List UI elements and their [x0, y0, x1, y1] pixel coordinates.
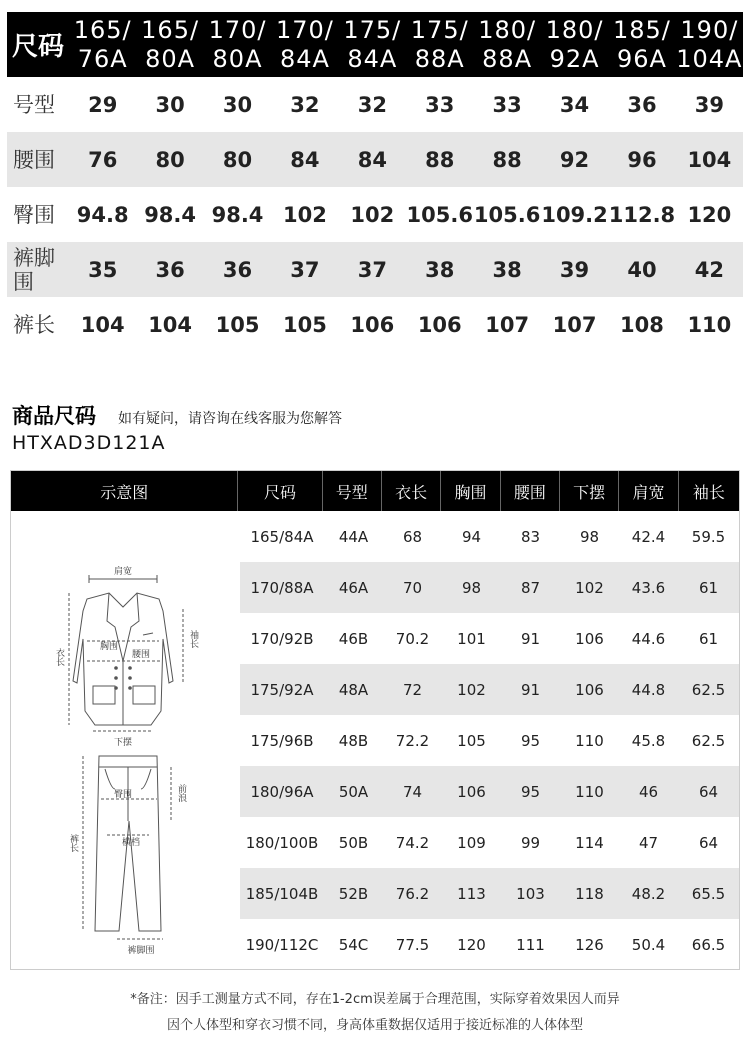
column-header: 袖长	[692, 482, 725, 502]
table-cell: 50.4	[631, 935, 666, 954]
jacket-table-row	[240, 511, 739, 562]
table-cell: 126	[575, 935, 604, 954]
table-cell: 185/104B	[245, 884, 319, 903]
table-cell: 37	[290, 257, 320, 282]
table-cell: 42.4	[631, 527, 666, 546]
table-cell: 80	[222, 147, 253, 172]
pants-table-row	[7, 77, 743, 132]
table-cell: 106	[417, 312, 462, 337]
label-shoulder: 肩宽	[113, 567, 133, 577]
table-cell: 33	[425, 92, 455, 117]
table-cell: 109	[457, 833, 486, 852]
table-cell: 98.4	[211, 202, 264, 227]
size-header-cell	[136, 12, 203, 77]
table-cell: 48B	[338, 731, 369, 750]
table-cell: 175/92A	[250, 680, 314, 699]
table-cell: 68	[402, 527, 423, 546]
table-cell: 99	[520, 833, 541, 852]
row-label: 号型	[13, 92, 55, 117]
size-header-part: 80A	[145, 44, 196, 73]
table-cell: 65.5	[691, 884, 726, 903]
pants-table-row	[7, 132, 743, 187]
table-cell: 59.5	[691, 527, 726, 546]
label-waist: 腰围	[131, 650, 151, 660]
jacket-table-row	[240, 919, 739, 970]
note-line-1: *备注：因手工测量方式不同，存在1-2cm误差属于合理范围，实际穿着效果因人而异	[130, 992, 620, 1007]
jacket-table-row	[240, 715, 739, 766]
table-cell: 180/96A	[250, 782, 314, 801]
table-cell: 104	[80, 312, 125, 337]
table-cell: 103	[516, 884, 545, 903]
table-cell: 30	[222, 92, 253, 117]
size-header-cell	[271, 12, 338, 77]
size-header-cell	[406, 12, 473, 77]
table-cell: 77.5	[395, 935, 430, 954]
size-header-part: 92A	[549, 44, 600, 73]
table-cell: 105	[457, 731, 486, 750]
table-cell: 45.8	[631, 731, 666, 750]
column-header: 示意图	[11, 471, 238, 511]
table-cell: 91	[520, 629, 541, 648]
size-header-part: 80A	[212, 44, 263, 73]
note-line-2: 因个人体型和穿衣习惯不同，身高体重数据仅适用于接近标准的人体体型	[166, 1018, 583, 1033]
table-cell: 106	[575, 629, 604, 648]
table-cell: 29	[88, 92, 118, 117]
column-header: 下摆	[560, 471, 619, 511]
size-header-part: 185/	[613, 15, 671, 44]
table-cell: 92	[559, 147, 590, 172]
table-cell: 44.6	[631, 629, 666, 648]
table-cell: 113	[457, 884, 486, 903]
label-front-rise: 前浪	[176, 784, 186, 802]
table-cell: 98	[461, 578, 482, 597]
table-cell: 70.2	[395, 629, 430, 648]
size-header-cell	[676, 12, 743, 77]
jacket-table-row	[240, 817, 739, 868]
label-hip: 臀围	[113, 790, 133, 800]
size-header-part: 88A	[414, 44, 465, 73]
jacket-size-table	[10, 470, 740, 970]
table-cell: 101	[457, 629, 486, 648]
table-cell: 39	[694, 92, 724, 117]
table-cell: 88	[425, 147, 455, 172]
section-subtitle: 如有疑问，请咨询在线客服为您解答	[118, 411, 342, 427]
column-header: 肩宽	[619, 471, 678, 511]
table-cell: 109.2	[541, 202, 608, 227]
table-cell: 64	[698, 833, 719, 852]
table-cell: 95	[520, 782, 541, 801]
size-header-part: 170/	[208, 15, 267, 44]
table-cell: 95	[520, 731, 541, 750]
row-label: 裤长	[13, 312, 55, 337]
product-code: HTXAD3D121A	[12, 432, 166, 454]
size-header-part: 180/	[478, 15, 537, 44]
table-cell: 37	[357, 257, 387, 282]
size-header-cell	[541, 12, 608, 77]
table-cell: 61	[698, 629, 719, 648]
table-cell: 88	[492, 147, 522, 172]
pants-table-row	[7, 297, 743, 352]
size-header-part: 180/	[545, 15, 604, 44]
table-cell: 94	[461, 527, 482, 546]
table-cell: 76	[88, 147, 118, 172]
jacket-table-row	[240, 868, 739, 919]
label-chest: 胸围	[99, 642, 119, 652]
column-header: 衣长	[382, 471, 441, 511]
table-cell: 38	[492, 257, 522, 282]
table-cell: 33	[492, 92, 522, 117]
table-cell: 190/112C	[245, 935, 319, 954]
row-label: 臀围	[13, 202, 55, 227]
jacket-header-row	[11, 471, 739, 511]
row-label: 腰围	[13, 147, 55, 172]
size-header-part: 104A	[676, 44, 743, 73]
table-cell: 83	[520, 527, 541, 546]
table-cell: 70	[402, 578, 423, 597]
table-cell: 32	[290, 92, 320, 117]
table-cell: 98	[579, 527, 600, 546]
table-cell: 102	[575, 578, 604, 597]
table-cell: 62.5	[691, 731, 726, 750]
table-cell: 72	[402, 680, 423, 699]
table-cell: 64	[698, 782, 719, 801]
jacket-rows	[240, 511, 739, 970]
table-cell: 84	[290, 147, 320, 172]
table-cell: 30	[155, 92, 185, 117]
size-header-part: 175/	[410, 15, 469, 44]
table-cell: 74	[402, 782, 423, 801]
size-header-cell	[339, 12, 406, 77]
table-cell: 46	[638, 782, 659, 801]
column-header: 尺码	[238, 471, 322, 511]
label-thigh: 横档	[121, 838, 141, 848]
table-cell: 66.5	[691, 935, 726, 954]
table-cell: 76.2	[395, 884, 430, 903]
table-cell: 84	[357, 147, 387, 172]
pants-header-row	[7, 12, 743, 77]
pants-table-row	[7, 242, 743, 297]
table-cell: 175/96B	[250, 731, 314, 750]
product-size-title-block	[12, 400, 342, 430]
table-cell: 87	[520, 578, 541, 597]
label-leg-opening: 裤脚围	[127, 946, 155, 956]
table-cell: 106	[350, 312, 395, 337]
table-cell: 42	[694, 257, 724, 282]
table-cell: 36	[155, 257, 185, 282]
table-cell: 105	[215, 312, 260, 337]
table-cell: 62.5	[691, 680, 726, 699]
jacket-table-row	[240, 613, 739, 664]
size-header-cell	[473, 12, 540, 77]
column-header: 腰围	[501, 471, 560, 511]
table-cell: 106	[457, 782, 486, 801]
table-cell: 48A	[338, 680, 369, 699]
table-cell: 39	[559, 257, 590, 282]
table-cell: 114	[575, 833, 604, 852]
table-cell: 48.2	[631, 884, 666, 903]
table-cell: 36	[627, 92, 657, 117]
table-cell: 106	[575, 680, 604, 699]
table-cell: 111	[516, 935, 545, 954]
table-cell: 52B	[338, 884, 369, 903]
table-cell: 80	[155, 147, 185, 172]
table-cell: 120	[687, 202, 732, 227]
size-header-part: 76A	[77, 44, 128, 73]
section-title: 商品尺码	[12, 404, 96, 428]
size-header-cell	[608, 12, 675, 77]
table-cell: 44A	[338, 527, 369, 546]
table-cell: 118	[575, 884, 604, 903]
jacket-table-row	[240, 766, 739, 817]
table-cell: 105.6	[473, 202, 541, 227]
size-header-cell	[69, 12, 136, 77]
garment-diagram	[11, 511, 240, 969]
table-cell: 107	[485, 312, 530, 337]
table-cell: 110	[687, 312, 732, 337]
table-cell: 47	[638, 833, 659, 852]
jacket-table-row	[240, 664, 739, 715]
suit-diagram-svg	[11, 511, 240, 969]
jacket-drawing	[69, 575, 183, 731]
table-cell: 112.8	[608, 202, 676, 227]
column-header: 号型	[323, 471, 382, 511]
table-cell: 180/100B	[245, 833, 319, 852]
jacket-table-row	[240, 562, 739, 613]
table-cell: 54C	[338, 935, 369, 954]
size-header-part: 96A	[616, 44, 667, 73]
label-pants-length: 裤长	[68, 834, 78, 852]
table-cell: 104	[687, 147, 732, 172]
table-cell: 98.4	[144, 202, 197, 227]
table-cell: 50A	[338, 782, 369, 801]
table-cell: 91	[520, 680, 541, 699]
size-header-part: 84A	[347, 44, 398, 73]
size-header-part: 190/	[680, 15, 739, 44]
size-header-part: 165/	[141, 15, 200, 44]
table-cell: 50B	[338, 833, 369, 852]
table-cell: 74.2	[395, 833, 430, 852]
size-header-part: 175/	[343, 15, 402, 44]
diagram-labels	[54, 565, 199, 956]
table-cell: 61	[698, 578, 719, 597]
table-cell: 34	[559, 92, 590, 117]
table-cell: 110	[575, 731, 604, 750]
table-cell: 35	[88, 257, 118, 282]
label-sleeve: 袖长	[188, 630, 198, 648]
table-cell: 44.8	[631, 680, 666, 699]
pants-table-row	[7, 187, 743, 242]
table-cell: 170/92B	[250, 629, 314, 648]
table-cell: 102	[457, 680, 486, 699]
size-header-cell	[204, 12, 271, 77]
table-cell: 96	[627, 147, 657, 172]
table-cell: 46B	[338, 629, 369, 648]
table-cell: 43.6	[631, 578, 666, 597]
table-cell: 38	[425, 257, 455, 282]
table-cell: 107	[552, 312, 597, 337]
table-cell: 40	[627, 257, 657, 282]
table-cell: 94.8	[76, 202, 129, 227]
size-header-label: 尺码	[11, 32, 64, 62]
table-cell: 104	[148, 312, 193, 337]
size-header-part: 88A	[482, 44, 533, 73]
table-cell: 46A	[338, 578, 369, 597]
table-cell: 108	[620, 312, 664, 337]
table-cell: 165/84A	[250, 527, 314, 546]
table-cell: 105	[283, 312, 327, 337]
pants-size-table	[7, 12, 743, 352]
table-cell: 102	[350, 202, 395, 227]
size-header-part: 170/	[275, 15, 334, 44]
label-length: 衣长	[54, 648, 64, 666]
size-header-part: 165/	[73, 15, 132, 44]
column-header: 胸围	[441, 471, 500, 511]
size-header-part: 84A	[279, 44, 330, 73]
table-cell: 120	[457, 935, 486, 954]
table-cell: 32	[357, 92, 387, 117]
table-cell: 170/88A	[250, 578, 314, 597]
table-cell: 102	[283, 202, 327, 227]
label-hem: 下摆	[113, 738, 133, 748]
table-cell: 36	[222, 257, 253, 282]
table-cell: 72.2	[395, 731, 430, 750]
row-label: 裤脚围	[13, 245, 55, 294]
table-cell: 105.6	[406, 202, 473, 227]
table-cell: 110	[575, 782, 604, 801]
